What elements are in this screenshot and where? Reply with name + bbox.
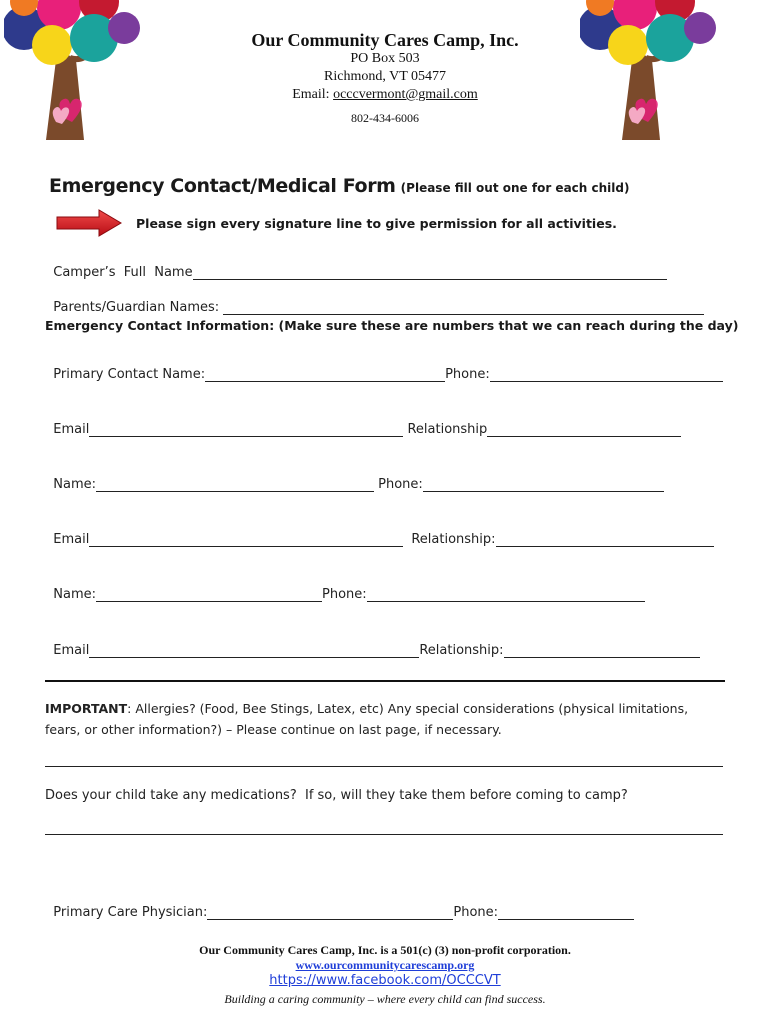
important-answer-line[interactable]: [45, 766, 723, 767]
nonprofit-statement: Our Community Cares Camp, Inc. is a 501(c) (3) non-profit corporation.: [199, 943, 571, 957]
relationship-label-3: Relationship:: [419, 643, 504, 658]
physician-phone-field[interactable]: [498, 905, 634, 920]
important-text: : Allergies? (Food, Bee Stings, Latex, etc) Any special considerations (physical limitations, fears, or other information?) – Please continue on last page, if necessary.: [45, 701, 689, 737]
email-label-1: Email: [53, 422, 90, 437]
org-email-link[interactable]: occcvermont@gmail.com: [333, 87, 478, 102]
primary-phone-label: Phone:: [445, 367, 490, 382]
parents-label: Parents/Guardian Names:: [53, 300, 224, 315]
camper-name-label: Camper’s Full Name: [53, 265, 193, 280]
sign-notice: Please sign every signature line to give permission for all activities.: [136, 216, 617, 231]
important-label: IMPORTANT: [45, 701, 128, 716]
facebook-link[interactable]: https://www.facebook.com/OCCCVT: [269, 973, 501, 988]
email-row-1: [45, 407, 681, 437]
relationship-label-2: Relationship:: [411, 532, 496, 547]
camper-name-field[interactable]: [193, 265, 667, 280]
physician-phone-label: Phone:: [453, 905, 499, 920]
website-link-row: [0, 958, 770, 973]
contact-name-row-2: [45, 462, 664, 492]
primary-contact-row: [45, 352, 723, 382]
section-divider: [45, 680, 725, 682]
camper-name-row: [45, 250, 667, 280]
red-arrow-icon: [55, 208, 123, 238]
emergency-heading: Emergency Contact Information: (Make sure these are numbers that we can reach during the day): [45, 318, 739, 333]
name-field-2[interactable]: [96, 477, 374, 492]
facebook-link-row: [0, 973, 770, 988]
tagline: Building a caring community – where every child can find success.: [224, 992, 546, 1006]
relationship-field-3[interactable]: [504, 643, 700, 658]
org-name: Our Community Cares Camp, Inc.: [251, 30, 519, 50]
email-label-2: Email: [53, 532, 90, 547]
name-label-2: Name:: [53, 477, 96, 492]
parents-row: [45, 285, 704, 315]
phone-label-3: Phone:: [322, 587, 367, 602]
parents-field[interactable]: [223, 300, 704, 315]
email-field-2[interactable]: [89, 532, 403, 547]
medications-answer-line[interactable]: [45, 834, 723, 835]
physician-field[interactable]: [207, 905, 453, 920]
email-row-2: [45, 517, 714, 547]
form-title: Emergency Contact/Medical Form: [49, 175, 396, 197]
org-phone: 802-434-6006: [351, 111, 419, 125]
primary-phone-field[interactable]: [490, 367, 723, 382]
form-title-row: [49, 175, 629, 197]
phone-label-2: Phone:: [374, 477, 423, 492]
email-row-3: [45, 628, 700, 658]
website-link[interactable]: www.ourcommunitycarescamp.org: [295, 958, 475, 972]
email-prefix: Email:: [292, 87, 334, 102]
contact-name-row-3: [45, 572, 645, 602]
email-field-3[interactable]: [89, 643, 419, 658]
email-line: [0, 87, 770, 103]
medications-question: Does your child take any medications? If so, will they take them before coming to camp?: [45, 788, 628, 803]
important-block: [45, 698, 727, 740]
physician-row: [45, 890, 634, 920]
relationship-field-1[interactable]: [487, 422, 681, 437]
city-address: Richmond, VT 05477: [324, 69, 446, 84]
relationship-label-1: Relationship: [403, 422, 488, 437]
primary-contact-label: Primary Contact Name:: [53, 367, 206, 382]
email-label-3: Email: [53, 643, 90, 658]
phone-field-2[interactable]: [423, 477, 664, 492]
primary-contact-field[interactable]: [205, 367, 445, 382]
physician-label: Primary Care Physician:: [53, 905, 208, 920]
name-label-3: Name:: [53, 587, 96, 602]
po-box: PO Box 503: [350, 51, 420, 66]
phone-field-3[interactable]: [367, 587, 645, 602]
relationship-field-2[interactable]: [496, 532, 714, 547]
form-title-note: (Please fill out one for each child): [400, 181, 630, 195]
name-field-3[interactable]: [96, 587, 322, 602]
email-field-1[interactable]: [89, 422, 403, 437]
